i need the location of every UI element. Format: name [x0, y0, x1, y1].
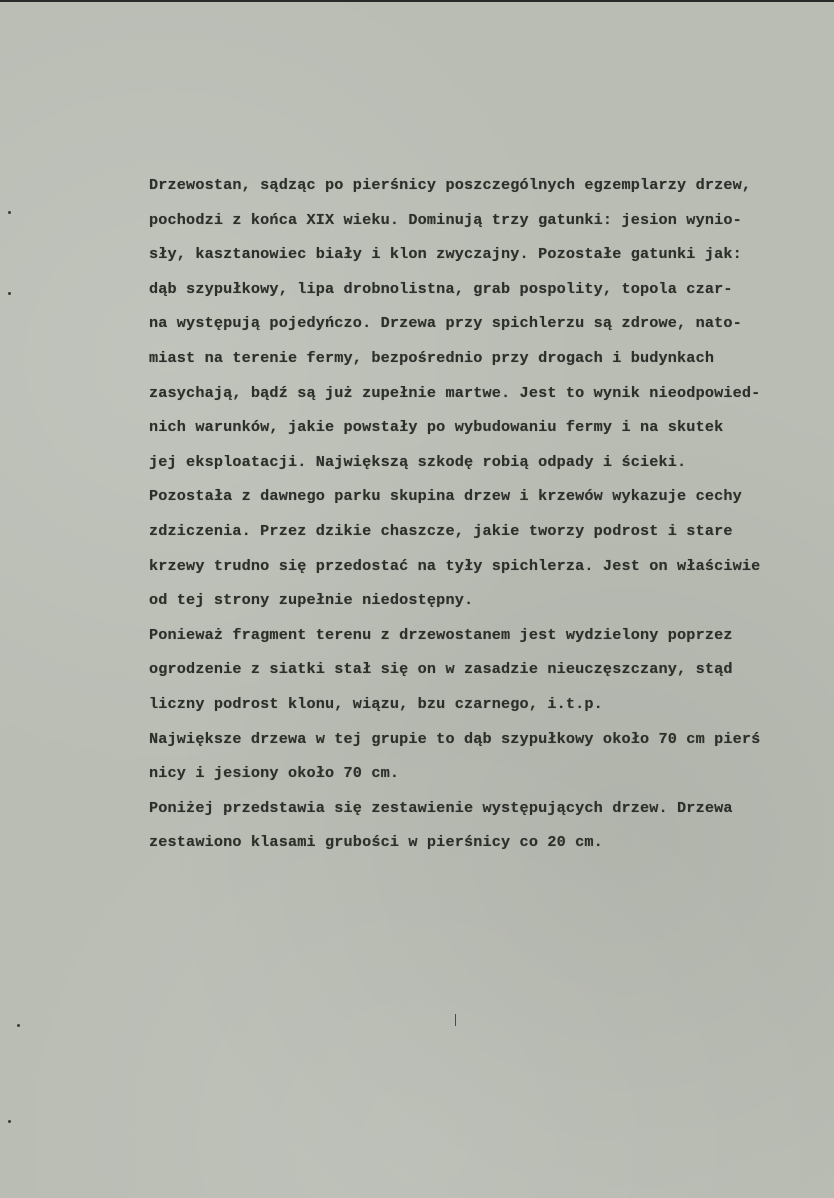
- text-line: Drzewostan, sądząc po pierśnicy poszczególnych egzemplarzy drzew,: [149, 176, 752, 194]
- margin-dot: [8, 211, 11, 214]
- text-line: od tej strony zupełnie niedostępny.: [149, 591, 474, 610]
- text-line: pochodzi z końca XIX wieku. Dominują trzy gatunki: jesion wynio-: [149, 210, 742, 229]
- margin-dot: [8, 1120, 11, 1123]
- stray-mark: [455, 1014, 456, 1026]
- text-line: nich warunków, jakie powstały po wybudowaniu fermy i na skutek: [149, 418, 724, 437]
- text-line: liczny podrost klonu, wiązu, bzu czarnego, i.t.p.: [149, 694, 603, 713]
- text-line: jej eksploatacji. Największą szkodę robią odpady i ścieki.: [149, 452, 687, 471]
- text-line: zestawiono klasami grubości w pierśnicy co 20 cm.: [149, 833, 603, 852]
- text-line: dąb szypułkowy, lipa drobnolistna, grab pospolity, topola czar-: [149, 279, 733, 298]
- text-line: miast na terenie fermy, bezpośrednio przy drogach i budynkach: [149, 348, 715, 367]
- typewritten-text: [149, 168, 833, 860]
- margin-dot: [8, 292, 11, 295]
- text-line: Pozostała z dawnego parku skupina drzew i krzewów wykazuje cechy: [149, 487, 742, 506]
- text-line: ogrodzenie z siatki stał się on w zasadzie nieuczęszczany, stąd: [149, 660, 733, 679]
- text-line: Ponieważ fragment terenu z drzewostanem jest wydzielony poprzez: [149, 625, 733, 644]
- text-line: krzewy trudno się przedostać na tyły spichlerza. Jest on właściwie: [149, 556, 761, 575]
- page-top-edge: [0, 0, 834, 2]
- text-line: nicy i jesiony około 70 cm.: [149, 764, 400, 783]
- text-line: sły, kasztanowiec biały i klon zwyczajny. Pozostałe gatunki jak:: [149, 245, 742, 264]
- text-line: Poniżej przedstawia się zestawienie występujących drzew. Drzewa: [149, 798, 733, 817]
- text-line: zasychają, bądź są już zupełnie martwe. Jest to wynik nieodpowied-: [149, 383, 761, 402]
- text-line: Największe drzewa w tej grupie to dąb szypułkowy około 70 cm pierś: [149, 729, 761, 748]
- text-line: na występują pojedyńczo. Drzewa przy spichlerzu są zdrowe, nato-: [149, 314, 742, 333]
- text-line: zdziczenia. Przez dzikie chaszcze, jakie tworzy podrost i stare: [149, 521, 733, 540]
- margin-dot: [17, 1024, 20, 1027]
